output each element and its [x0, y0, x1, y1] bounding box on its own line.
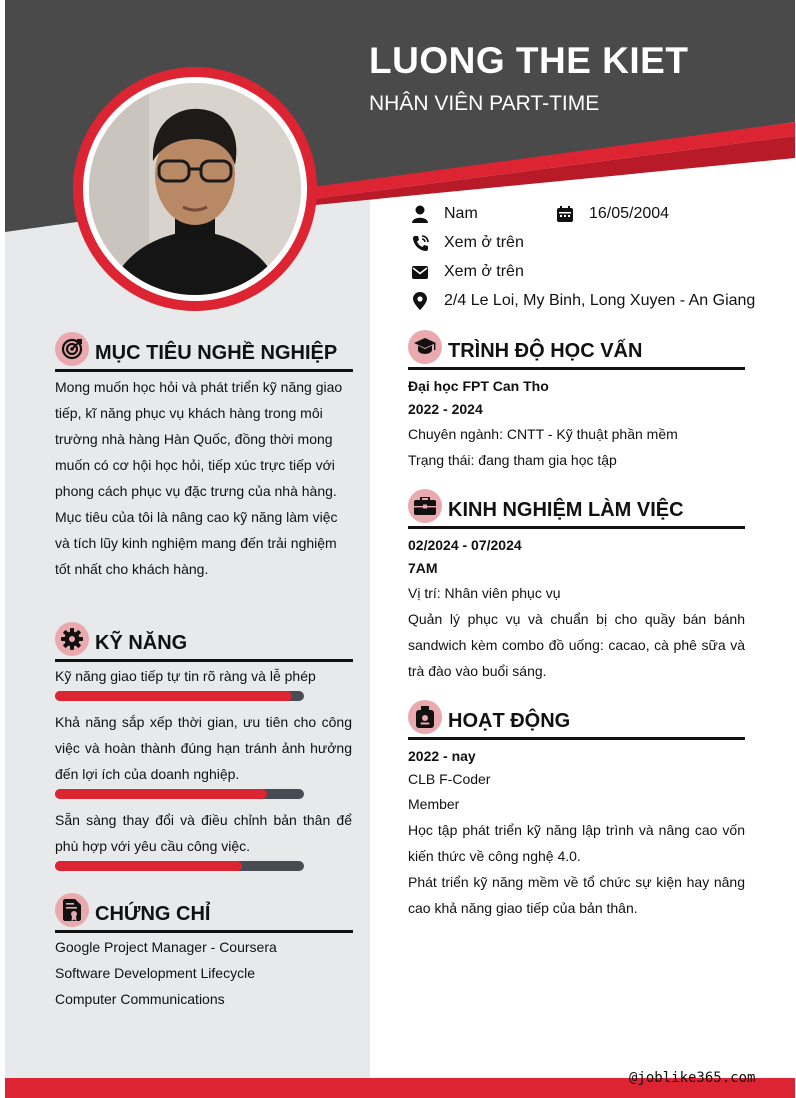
skill-item-text: Khả năng sắp xếp thời gian, ưu tiên cho công việc và hoàn thành đúng hạn tránh ảnh hưởng đến lợi ích của doanh nghiệp.	[55, 714, 352, 782]
activity-description: Phát triển kỹ năng mềm về tổ chức sự kiện hay nâng cao khả năng giao tiếp của bản thân.	[408, 874, 745, 916]
experience-divider	[408, 526, 745, 529]
education-heading	[408, 330, 642, 364]
activity-period: 2022 - nay	[408, 748, 476, 764]
mail-icon	[410, 262, 430, 282]
gender-row	[410, 204, 478, 224]
activities-heading	[408, 700, 570, 734]
experience-heading	[408, 489, 684, 523]
objective-line: tốt nhất cho khách hàng.	[55, 561, 209, 577]
skills-heading	[55, 622, 187, 656]
briefcase-icon	[408, 489, 442, 523]
phone-value: Xem ở trên	[444, 234, 524, 251]
skill-level-bar	[55, 691, 304, 701]
objective-title: MỤC TIÊU NGHỀ NGHIỆP	[95, 342, 338, 364]
skills-divider	[55, 659, 353, 662]
certificates-heading	[55, 893, 210, 927]
experience-position: Vị trí: Nhân viên phục vụ	[408, 585, 561, 601]
objective-line: muốn có cơ hội học hỏi, tiếp xúc trực tiếp với	[55, 457, 335, 473]
profile-photo	[89, 83, 301, 295]
certificates-divider	[55, 930, 353, 933]
location-icon	[410, 291, 430, 311]
skill-level-bar	[55, 861, 304, 871]
birthday-row	[555, 204, 669, 224]
skills-title: KỸ NĂNG	[95, 632, 188, 654]
target-icon	[55, 332, 89, 366]
objective-line: trường nhà hàng Hàn Quốc, đồng thời mong	[55, 431, 333, 447]
certificate-item: Software Development Lifecycle	[55, 965, 255, 981]
skill-level-fill	[55, 789, 267, 799]
skill-level-bar	[55, 789, 304, 799]
objective-divider	[55, 369, 353, 372]
activity-role: Member	[408, 796, 460, 812]
objective-text	[55, 374, 355, 582]
certificates-list	[55, 934, 355, 1012]
experience-title: KINH NGHIỆM LÀM VIỆC	[448, 499, 684, 521]
address-row	[410, 291, 755, 311]
candidate-name: LUONG THE KIET	[369, 40, 689, 81]
watermark: @joblike365.com	[629, 1070, 756, 1086]
email-value: Xem ở trên	[444, 263, 524, 280]
certificate-icon	[55, 893, 89, 927]
cv-page	[5, 0, 795, 1098]
profile-photo-frame	[73, 67, 317, 311]
education-school: Đại học FPT Can Tho	[408, 378, 549, 394]
user-icon	[410, 204, 430, 224]
objective-line: tiếp, kĩ năng phục vụ khách hàng trong môi	[55, 405, 323, 421]
activities-title: HOẠT ĐỘNG	[448, 710, 571, 732]
skill-item-text: Sẵn sàng thay đổi và điều chỉnh bản thân để phù hợp với yêu cầu công việc.	[55, 812, 352, 854]
candidate-role: NHÂN VIÊN PART-TIME	[369, 92, 600, 115]
calendar-icon	[555, 204, 575, 224]
objective-line: Mục tiêu của tôi là nâng cao kỹ năng làm việc	[55, 509, 338, 525]
experience-description: Quản lý phục vụ và chuẩn bị cho quầy bán bánh sandwich kèm combo đồ uống: cacao, cà phê sữa và trà đào vào buổi sáng.	[408, 611, 745, 679]
education-status: Trạng thái: đang tham gia học tập	[408, 452, 617, 468]
experience-period: 02/2024 - 07/2024	[408, 537, 522, 553]
phone-row	[410, 233, 524, 253]
objective-heading	[55, 332, 337, 366]
education-title: TRÌNH ĐỘ HỌC VẤN	[448, 340, 643, 362]
activity-club: CLB F-Coder	[408, 771, 491, 787]
certificates-title: CHỨNG CHỈ	[95, 903, 211, 925]
objective-line: và tích lũy kinh nghiệm mang đến trải nghiệm	[55, 535, 337, 551]
address-value: 2/4 Le Loi, My Binh, Long Xuyen - An Giang	[444, 292, 756, 309]
certificate-item: Computer Communications	[55, 991, 225, 1007]
activities-divider	[408, 737, 745, 740]
skill-level-fill	[55, 691, 292, 701]
skill-level-fill	[55, 861, 242, 871]
gear-icon	[55, 622, 89, 656]
graduation-cap-icon	[408, 330, 442, 364]
birthday-value: 16/05/2004	[589, 205, 670, 222]
activity-description: Học tập phát triển kỹ năng lập trình và nâng cao vốn kiến thức về công nghệ 4.0.	[408, 822, 745, 864]
education-major: Chuyên ngành: CNTT - Kỹ thuật phần mềm	[408, 426, 678, 442]
skill-item-text: Kỹ năng giao tiếp tự tin rõ ràng và lễ phép	[55, 668, 316, 684]
education-divider	[408, 367, 745, 370]
certificate-item: Google Project Manager - Coursera	[55, 939, 277, 955]
email-row	[410, 262, 524, 282]
objective-line: Mong muốn học hỏi và phát triển kỹ năng giao	[55, 379, 343, 395]
objective-line: phong cách phục vụ đặc trưng của nhà hàng.	[55, 483, 337, 499]
badge-icon	[408, 700, 442, 734]
phone-icon	[410, 233, 430, 253]
experience-company: 7AM	[408, 560, 438, 576]
gender-value: Nam	[444, 205, 478, 222]
education-period: 2022 - 2024	[408, 401, 483, 417]
